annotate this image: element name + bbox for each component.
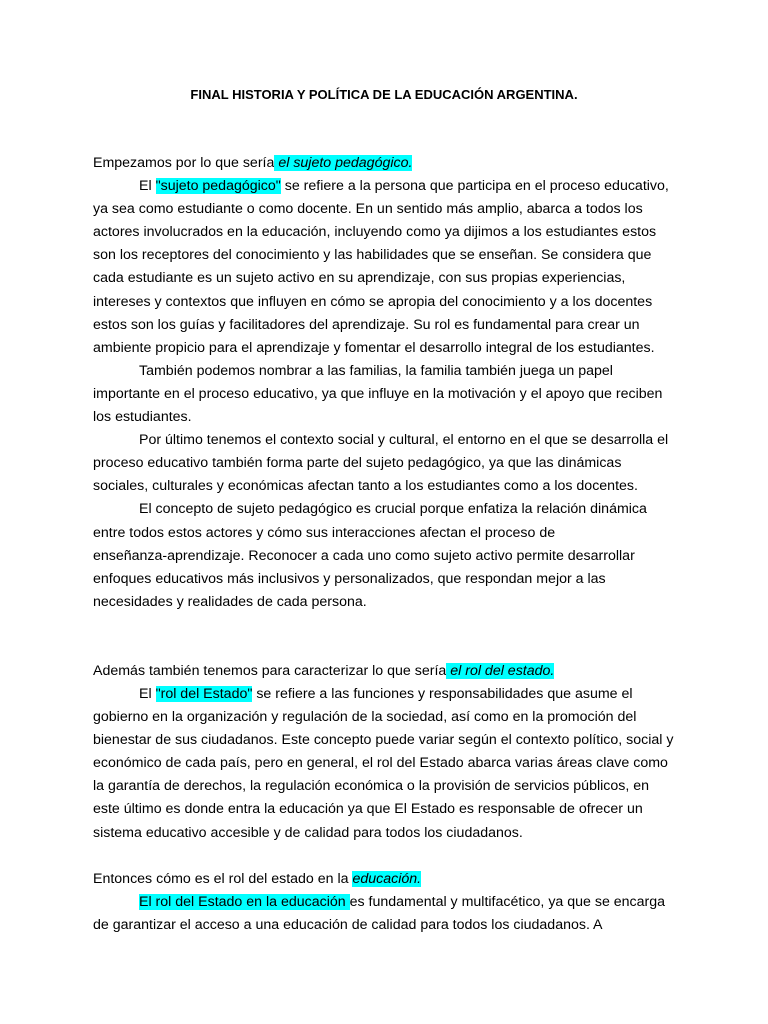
text-line: sociales, culturales y económicas afectan tanto a los estudiantes como a los docentes.: [93, 478, 638, 495]
section-intro: Entonces cómo es el rol del estado en la educación.: [93, 870, 422, 887]
text-line: proceso educativo también forma parte del sujeto pedagógico, ya que las dinámicas: [93, 455, 622, 472]
text-line: necesidades y realidades de cada persona.: [93, 593, 367, 610]
text-line: El concepto de sujeto pedagógico es crucial porque enfatiza la relación dinámica: [139, 501, 647, 518]
text-line: bienestar de sus ciudadanos. Este concepto puede variar según el contexto político, social y: [93, 732, 674, 749]
text-line: de garantizar el acceso a una educación de calidad para todos los ciudadanos. A: [93, 916, 603, 933]
text-line: entre todos estos actores y cómo sus interacciones afectan el proceso de: [93, 524, 556, 541]
text-line: enseñanza-aprendizaje. Reconocer a cada uno como sujeto activo permite desarrollar: [93, 547, 635, 564]
document-title: FINAL HISTORIA Y POLÍTICA DE LA EDUCACIÓN ARGENTINA.: [190, 87, 578, 102]
text-line: Por último tenemos el contexto social y cultural, el entorno en el que se desarrolla el: [139, 432, 669, 449]
text-line: El "rol del Estado" se refiere a las funciones y responsabilidades que asume el: [139, 685, 633, 702]
text-line: importante en el proceso educativo, ya que influye en la motivación y el apoyo que reciben: [93, 385, 663, 402]
highlighted-term: educación.: [352, 870, 422, 887]
text-line: cada estudiante es un sujeto activo en su aprendizaje, con sus propias experiencias,: [93, 270, 626, 287]
section-intro: Empezamos por lo que sería el sujeto pedagógico.: [93, 155, 413, 171]
document-body: [93, 152, 683, 937]
text-line: enfoques educativos más inclusivos y personalizados, que respondan mejor a las: [93, 570, 606, 587]
text-line: ya sea como estudiante o como docente. En un sentido más amplio, abarca a todos los: [93, 201, 643, 218]
spacer: [93, 845, 683, 868]
text-line: También podemos nombrar a las familias, la familia también juega un papel: [139, 362, 613, 379]
text-line: la garantía de derechos, la regulación económica o la provisión de servicios públicos, en: [93, 778, 650, 795]
text-line: son los receptores del conocimiento y las habilidades que se enseñan. Se considera que: [93, 247, 652, 264]
text-line: estos son los guías y facilitadores del aprendizaje. Su rol es fundamental para crear un: [93, 316, 640, 333]
text-line: este último es donde entra la educación ya que El Estado es responsable de ofrecer un: [93, 801, 643, 818]
text-line: ambiente propicio para el aprendizaje y fomentar el desarrollo integral de los estudiantes.: [93, 339, 655, 356]
highlighted-term: el rol del estado.: [446, 662, 555, 679]
text-line: intereses y contextos que influyen en cómo se apropia del conocimiento y a los docentes: [93, 293, 653, 310]
text-line: El "sujeto pedagógico" se refiere a la persona que participa en el proceso educativo,: [139, 178, 669, 195]
highlighted-term: El rol del Estado en la educación: [139, 893, 350, 910]
text-line: los estudiantes.: [93, 409, 192, 426]
highlighted-term: "rol del Estado": [155, 685, 253, 702]
text-line: actores involucrados en la educación, incluyendo como ya dijimos a los estudiantes estos: [93, 224, 657, 241]
spacer: [93, 614, 683, 660]
highlighted-term: el sujeto pedagógico.: [274, 155, 413, 171]
text-line: gobierno en la organización y regulación de la sociedad, así como en la promoción del: [93, 709, 637, 726]
section-intro: Además también tenemos para caracterizar lo que sería el rol del estado.: [93, 662, 555, 679]
text-line: económico de cada país, pero en general, el rol del Estado abarca varias áreas clave como: [93, 755, 668, 772]
text-line: El rol del Estado en la educación es fundamental y multifacético, ya que se encarga: [139, 893, 666, 910]
text-line: sistema educativo accesible y de calidad para todos los ciudadanos.: [93, 824, 523, 841]
highlighted-term: "sujeto pedagógico": [155, 178, 281, 195]
